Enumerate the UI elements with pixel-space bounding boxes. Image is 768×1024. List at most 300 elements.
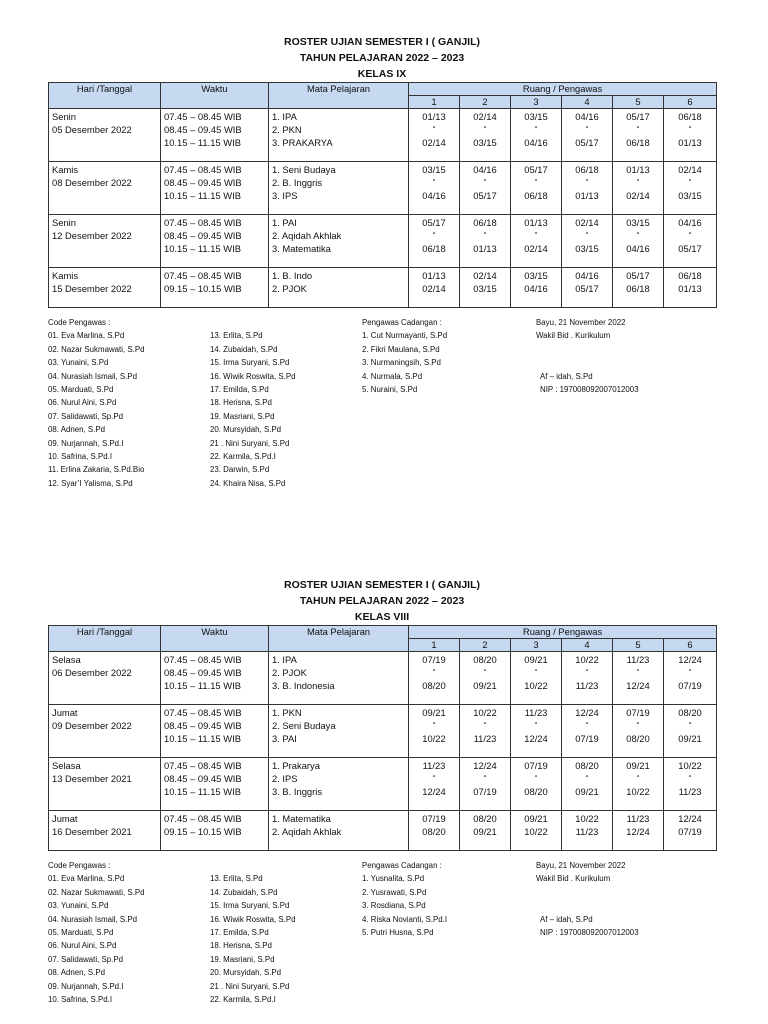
waktu-line: 07.45 – 08.45 WIB — [164, 164, 242, 175]
room-code: 10/22 — [575, 654, 599, 665]
cadangan-item: 3. Rosdiana, S.Pd — [362, 901, 426, 911]
ditto-mark: “ — [534, 774, 538, 784]
table-row — [49, 162, 717, 215]
cell-waktu — [161, 268, 269, 308]
cadangan-item: 2. Fikri Maulana, S.Pd — [362, 344, 440, 354]
room-number-6: 6 — [664, 96, 717, 109]
cell-room-5 — [613, 162, 664, 215]
room-code: 10/22 — [524, 826, 548, 838]
code-item: 21 . Nini Suryani, S.Pd — [210, 981, 290, 991]
cell-mapel — [269, 811, 409, 851]
cell-waktu — [161, 162, 269, 215]
cell-waktu — [161, 109, 269, 162]
code-item: 02. Nazar Sukmawati, S.Pd — [48, 887, 145, 897]
room-code: 08/20 — [524, 786, 548, 798]
cell-room-6 — [664, 109, 717, 162]
hari-line: 16 Desember 2021 — [52, 826, 132, 838]
room-code: 06/18 — [575, 164, 599, 175]
room-code: 09/21 — [422, 707, 446, 718]
cadangan-item: 1. Cut Nurmayanti, S.Pd — [362, 331, 448, 341]
room-number-1: 1 — [409, 639, 460, 652]
room-code: 03/15 — [422, 164, 446, 175]
room-code: 07/19 — [524, 760, 548, 771]
room-code: 07/19 — [422, 654, 446, 665]
roster-title — [48, 577, 716, 625]
cadangan-item: 5. Nuraini, S.Pd — [362, 385, 418, 395]
waktu-line: 08.45 – 09.45 WIB — [164, 124, 242, 136]
waktu-line: 07.45 – 08.45 WIB — [164, 270, 242, 281]
ditto-mark: “ — [636, 668, 640, 678]
title-line-3: KELAS VIII — [354, 611, 410, 623]
room-code: 11/23 — [422, 760, 446, 771]
header-mapel: Mata Pelajaran — [269, 83, 409, 109]
header-ruang: Ruang / Pengawas — [409, 626, 717, 639]
ditto-mark: “ — [688, 668, 692, 678]
waktu-line: 10.15 – 11.15 WIB — [164, 680, 241, 692]
room-code: 07/19 — [678, 680, 702, 692]
room-number-5: 5 — [613, 639, 664, 652]
code-item: 17. Emilda, S.Pd — [210, 928, 269, 938]
hari-line: Selasa — [52, 654, 81, 665]
hari-line: Senin — [52, 111, 76, 122]
mapel-line: 2. Aqidah Akhlak — [272, 826, 342, 838]
cell-room-6 — [664, 652, 717, 705]
room-code: 05/17 — [678, 243, 702, 255]
ditto-mark: “ — [585, 178, 589, 188]
room-number-2: 2 — [460, 96, 511, 109]
waktu-line: 08.45 – 09.45 WIB — [164, 177, 242, 189]
cell-mapel — [269, 109, 409, 162]
cell-room-3 — [511, 215, 562, 268]
ditto-mark: “ — [636, 125, 640, 135]
room-code: 03/15 — [678, 190, 702, 202]
cell-hari — [49, 268, 161, 308]
room-code: 04/16 — [678, 217, 702, 228]
signature-space — [536, 343, 639, 370]
code-item: 18. Herisna, S.Pd — [210, 941, 272, 951]
code-item: 02. Nazar Sukmawati, S.Pd — [48, 344, 145, 354]
cell-waktu — [161, 705, 269, 758]
room-number-6: 6 — [664, 639, 717, 652]
cell-mapel — [269, 268, 409, 308]
mapel-line: 1. IPA — [272, 654, 297, 665]
room-code: 05/17 — [575, 283, 599, 295]
codes-right-column — [210, 872, 296, 1006]
code-item: 14. Zubaidah, S.Pd — [210, 344, 278, 354]
room-code: 06/18 — [422, 243, 446, 255]
cell-room-4 — [562, 758, 613, 811]
cell-room-2 — [460, 268, 511, 308]
cadangan-item: 5. Putri Husna, S.Pd — [362, 928, 434, 938]
waktu-line: 08.45 – 09.45 WIB — [164, 720, 242, 732]
mapel-line: 1. Seni Budaya — [272, 164, 336, 175]
room-code: 10/22 — [473, 707, 497, 718]
code-item: 12. Syar’I Yalisma, S.Pd — [48, 478, 133, 488]
code-item: 24. Khaira Nisa, S.Pd — [210, 478, 286, 488]
room-code: 08/20 — [473, 654, 497, 665]
room-code: 01/13 — [575, 190, 599, 202]
room-code: 09/21 — [473, 826, 497, 838]
header-hari: Hari /Tanggal — [49, 83, 161, 109]
mapel-line: 2. PJOK — [272, 283, 307, 295]
room-code: 11/23 — [626, 813, 650, 824]
room-code: 05/17 — [524, 164, 548, 175]
waktu-line: 08.45 – 09.45 WIB — [164, 230, 242, 242]
code-item: 23. Darwin, S.Pd — [210, 465, 270, 475]
room-code: 09/21 — [473, 680, 497, 692]
cell-room-2 — [460, 758, 511, 811]
codes-left-column — [48, 316, 144, 490]
cadangan-title: Pengawas Cadangan : — [362, 861, 442, 870]
room-code: 12/24 — [678, 813, 702, 824]
waktu-line: 09.15 – 10.15 WIB — [164, 826, 242, 838]
cadangan-item: 1. Yusnalita, S.Pd — [362, 874, 425, 884]
cell-room-2 — [460, 652, 511, 705]
room-code: 10/22 — [575, 813, 599, 824]
room-code: 09/21 — [524, 654, 548, 665]
room-code: 03/15 — [626, 217, 650, 228]
mapel-line: 2. PKN — [272, 124, 302, 136]
ditto-mark: “ — [432, 721, 436, 731]
cell-room-1 — [409, 811, 460, 851]
hari-line: 15 Desember 2022 — [52, 283, 132, 295]
room-code: 07/19 — [575, 733, 599, 745]
mapel-line: 1. PAI — [272, 217, 297, 228]
room-code: 01/13 — [678, 283, 702, 295]
room-number-1: 1 — [409, 96, 460, 109]
cell-room-5 — [613, 652, 664, 705]
room-code: 01/13 — [422, 270, 446, 281]
room-number-4: 4 — [562, 639, 613, 652]
ditto-mark: “ — [432, 668, 436, 678]
hari-line: Kamis — [52, 270, 79, 281]
code-item: 03. Yunaini, S.Pd — [48, 358, 109, 368]
code-item: 08. Adnen, S.Pd — [48, 968, 106, 978]
waktu-line: 10.15 – 11.15 WIB — [164, 190, 241, 202]
cell-waktu — [161, 215, 269, 268]
code-item: 11. Erlina Zakaria, S.Pd.Bio — [48, 465, 145, 475]
waktu-line: 10.15 – 11.15 WIB — [164, 243, 241, 255]
room-code: 07/19 — [626, 707, 650, 718]
room-code: 03/15 — [575, 243, 599, 255]
waktu-line: 07.45 – 08.45 WIB — [164, 707, 242, 718]
sign-role: Wakil Bid . Kurikulum — [536, 874, 611, 884]
cell-room-4 — [562, 215, 613, 268]
room-number-5: 5 — [613, 96, 664, 109]
code-item: 13. Erlita, S.Pd — [210, 874, 263, 884]
room-code: 11/23 — [575, 826, 599, 838]
sign-nip: NIP : 197008092007012003 — [540, 928, 639, 938]
cell-hari — [49, 758, 161, 811]
waktu-line: 08.45 – 09.45 WIB — [164, 667, 242, 679]
room-code: 11/23 — [524, 707, 548, 718]
roster-table — [48, 625, 717, 851]
waktu-line: 07.45 – 08.45 WIB — [164, 760, 242, 771]
room-code: 02/14 — [473, 111, 497, 122]
cell-hari — [49, 811, 161, 851]
room-code: 07/19 — [473, 786, 497, 798]
room-code: 11/23 — [575, 680, 599, 692]
room-code: 02/14 — [678, 164, 702, 175]
room-number-2: 2 — [460, 639, 511, 652]
code-item: 05. Marduati, S.Pd — [48, 928, 114, 938]
cell-room-5 — [613, 109, 664, 162]
table-row — [49, 109, 717, 162]
cell-room-1 — [409, 215, 460, 268]
signature-block — [536, 316, 639, 396]
room-code: 02/14 — [422, 137, 446, 149]
mapel-line: 1. Prakarya — [272, 760, 320, 771]
room-code: 10/22 — [678, 760, 702, 771]
title-line-1: ROSTER UJIAN SEMESTER I ( GANJIL) — [283, 579, 481, 591]
cell-room-1 — [409, 705, 460, 758]
code-item: 19. Masriani, S.Pd — [210, 411, 275, 421]
code-item: 20. Mursyidah, S.Pd — [210, 968, 282, 978]
header-mapel: Mata Pelajaran — [269, 626, 409, 652]
cadangan-item: 3. Nurmaningsih, S.Pd — [362, 358, 441, 368]
cell-room-1 — [409, 758, 460, 811]
room-code: 01/13 — [524, 217, 548, 228]
cadangan-item: 2. Yusrawati, S.Pd — [362, 887, 427, 897]
code-item: 15. Irma Suryani, S.Pd — [210, 358, 290, 368]
ditto-mark: “ — [585, 721, 589, 731]
room-number-3: 3 — [511, 96, 562, 109]
code-item: 15. Irma Suryani, S.Pd — [210, 901, 290, 911]
header-row — [49, 83, 717, 96]
cell-room-3 — [511, 652, 562, 705]
room-code: 05/17 — [626, 111, 650, 122]
header-row — [49, 626, 717, 639]
mapel-line: 1. IPA — [272, 111, 297, 122]
ditto-mark: “ — [688, 178, 692, 188]
room-code: 03/15 — [524, 270, 548, 281]
room-code: 12/24 — [678, 654, 702, 665]
room-code: 03/15 — [473, 283, 497, 295]
cell-room-6 — [664, 162, 717, 215]
header-waktu: Waktu — [161, 626, 269, 652]
header-waktu: Waktu — [161, 83, 269, 109]
room-code: 10/22 — [422, 733, 446, 745]
roster-table — [48, 82, 717, 308]
cell-room-4 — [562, 268, 613, 308]
sign-nip: NIP : 197008092007012003 — [540, 385, 639, 395]
waktu-line: 08.45 – 09.45 WIB — [164, 773, 242, 785]
mapel-line: 2. B. Inggris — [272, 177, 323, 189]
room-code: 04/16 — [422, 190, 446, 202]
mapel-line: 2. IPS — [272, 773, 298, 785]
ditto-mark: “ — [636, 178, 640, 188]
room-code: 08/20 — [626, 733, 650, 745]
cell-room-2 — [460, 705, 511, 758]
room-code: 08/20 — [422, 680, 446, 692]
code-item: 22. Karmila, S.Pd.I — [210, 995, 276, 1005]
code-item: 18. Herisna, S.Pd — [210, 398, 272, 408]
cell-hari — [49, 705, 161, 758]
code-item: 09. Nurjannah, S.Pd.I — [48, 981, 124, 991]
cell-room-2 — [460, 109, 511, 162]
cell-room-3 — [511, 705, 562, 758]
cell-room-6 — [664, 705, 717, 758]
ditto-mark: “ — [585, 231, 589, 241]
codes-title: Code Pengawas : — [48, 318, 111, 327]
cell-room-4 — [562, 162, 613, 215]
room-code: 01/13 — [626, 164, 650, 175]
code-item: 16. Wiwik Roswita, S.Pd — [210, 914, 296, 924]
sign-place-date: Bayu, 21 November 2022 — [536, 861, 626, 870]
waktu-line: 07.45 – 08.45 WIB — [164, 217, 242, 228]
room-code: 02/14 — [626, 190, 650, 202]
room-code: 10/22 — [626, 786, 650, 798]
code-item: 05. Marduati, S.Pd — [48, 385, 114, 395]
cell-room-2 — [460, 162, 511, 215]
room-code: 02/14 — [575, 217, 599, 228]
ditto-mark: “ — [432, 231, 436, 241]
cell-mapel — [269, 705, 409, 758]
ditto-mark: “ — [688, 774, 692, 784]
mapel-line: 3. PAI — [272, 733, 297, 745]
ditto-mark: “ — [432, 125, 436, 135]
ditto-mark: “ — [483, 774, 487, 784]
code-item: 08. Adnen, S.Pd — [48, 425, 106, 435]
cell-room-6 — [664, 811, 717, 851]
room-code: 02/14 — [422, 283, 446, 295]
ditto-mark: “ — [688, 721, 692, 731]
ditto-mark: “ — [432, 774, 436, 784]
waktu-line: 10.15 – 11.15 WIB — [164, 137, 241, 149]
code-item: 04. Nurasiah Ismail, S.Pd — [48, 914, 138, 924]
room-code: 11/23 — [473, 733, 497, 745]
cadangan-title: Pengawas Cadangan : — [362, 318, 442, 327]
cell-room-1 — [409, 652, 460, 705]
ditto-mark: “ — [483, 721, 487, 731]
cell-waktu — [161, 652, 269, 705]
codes-left-column — [48, 859, 144, 1006]
cell-hari — [49, 162, 161, 215]
room-code: 06/18 — [626, 283, 650, 295]
ditto-mark: “ — [483, 231, 487, 241]
mapel-line: 2. Seni Budaya — [272, 720, 336, 732]
code-item: 07. Salidawati, Sp.Pd — [48, 411, 124, 421]
room-code: 12/24 — [524, 733, 548, 745]
code-item: 21 . Nini Suryani, S.Pd — [210, 438, 290, 448]
cell-room-4 — [562, 811, 613, 851]
room-code: 01/13 — [422, 111, 446, 122]
ditto-mark: “ — [585, 125, 589, 135]
room-code: 12/24 — [626, 680, 650, 692]
codes-title: Code Pengawas : — [48, 861, 111, 870]
code-item: 01. Eva Marlina, S.Pd — [48, 874, 125, 884]
hari-line: Jumat — [52, 707, 78, 718]
cell-mapel — [269, 162, 409, 215]
codes-block — [48, 316, 716, 490]
waktu-line: 10.15 – 11.15 WIB — [164, 733, 241, 745]
room-code: 08/20 — [575, 760, 599, 771]
room-code: 02/14 — [473, 270, 497, 281]
cell-room-4 — [562, 109, 613, 162]
room-code: 05/17 — [473, 190, 497, 202]
code-item: 16. Wiwik Roswita, S.Pd — [210, 371, 296, 381]
signature-block — [536, 859, 639, 939]
room-code: 08/20 — [473, 813, 497, 824]
room-code: 03/15 — [473, 137, 497, 149]
mapel-line: 3. IPS — [272, 190, 298, 202]
roster-title — [48, 34, 716, 82]
table-row — [49, 758, 717, 811]
room-code: 10/22 — [524, 680, 548, 692]
code-item: 20. Mursyidah, S.Pd — [210, 425, 282, 435]
mapel-line: 3. Matematika — [272, 243, 331, 255]
room-code: 06/18 — [626, 137, 650, 149]
room-code: 12/24 — [422, 786, 446, 798]
ditto-mark: “ — [534, 125, 538, 135]
cell-room-6 — [664, 215, 717, 268]
code-item: 10. Safrina, S.Pd.I — [48, 452, 113, 462]
room-code: 05/17 — [575, 137, 599, 149]
hari-line: 13 Desember 2021 — [52, 773, 132, 785]
waktu-line: 07.45 – 08.45 WIB — [164, 654, 242, 665]
cell-room-2 — [460, 811, 511, 851]
cell-mapel — [269, 652, 409, 705]
room-code: 08/20 — [678, 707, 702, 718]
header-ruang: Ruang / Pengawas — [409, 83, 717, 96]
ditto-mark: “ — [636, 774, 640, 784]
cadangan-column — [362, 316, 447, 396]
code-item: 10. Safrina, S.Pd.I — [48, 995, 113, 1005]
code-item: 07. Salidawati, Sp.Pd — [48, 954, 124, 964]
room-code: 09/21 — [524, 813, 548, 824]
table-row — [49, 652, 717, 705]
cell-room-4 — [562, 652, 613, 705]
room-code: 08/20 — [422, 826, 446, 838]
code-item: 04. Nurasiah Ismail, S.Pd — [48, 371, 138, 381]
mapel-line: 3. B. Indonesia — [272, 680, 335, 692]
code-item: 22. Karmila, S.Pd.I — [210, 452, 276, 462]
table-row — [49, 268, 717, 308]
cell-hari — [49, 109, 161, 162]
cell-hari — [49, 652, 161, 705]
ditto-mark: “ — [636, 231, 640, 241]
ditto-mark: “ — [688, 125, 692, 135]
room-code: 12/24 — [575, 707, 599, 718]
mapel-line: 1. PKN — [272, 707, 302, 718]
cell-hari — [49, 215, 161, 268]
room-code: 06/18 — [473, 217, 497, 228]
table-row — [49, 705, 717, 758]
hari-line: 09 Desember 2022 — [52, 720, 132, 732]
room-code: 06/18 — [524, 190, 548, 202]
hari-line: Kamis — [52, 164, 79, 175]
signature-space — [536, 886, 639, 913]
cadangan-column — [362, 859, 447, 939]
roster-kelas-viii — [48, 577, 716, 1006]
cell-room-6 — [664, 268, 717, 308]
cell-mapel — [269, 758, 409, 811]
room-code: 01/13 — [473, 243, 497, 255]
room-code: 04/16 — [524, 283, 548, 295]
sign-name: Af – idah, S.Pd — [540, 371, 593, 381]
mapel-line: 3. PRAKARYA — [272, 137, 333, 149]
room-code: 09/21 — [575, 786, 599, 798]
mapel-line: 2. PJOK — [272, 667, 307, 679]
table-row — [49, 811, 717, 851]
cell-room-4 — [562, 705, 613, 758]
hari-line: Jumat — [52, 813, 78, 824]
cell-waktu — [161, 758, 269, 811]
ditto-mark: “ — [534, 721, 538, 731]
cell-room-1 — [409, 268, 460, 308]
room-code: 11/23 — [678, 786, 702, 798]
code-item: 17. Emilda, S.Pd — [210, 385, 269, 395]
